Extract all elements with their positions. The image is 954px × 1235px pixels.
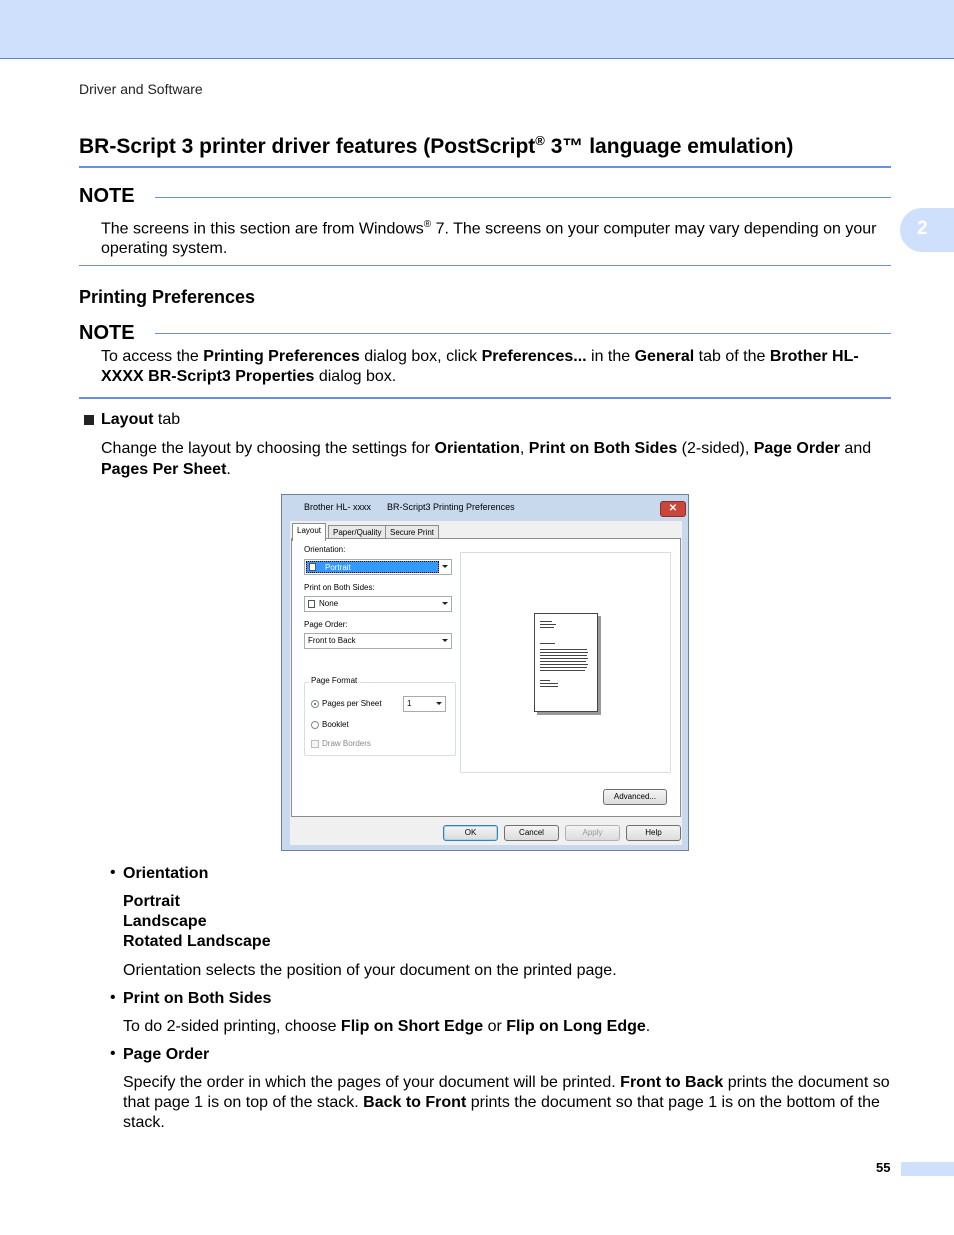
n2-b3: General — [634, 348, 695, 365]
bs-t3: . — [645, 1018, 651, 1035]
n2-t3: in the — [586, 348, 635, 365]
pages-per-sheet-radio[interactable] — [311, 700, 319, 708]
help-button[interactable]: Help — [626, 825, 681, 841]
note-1-bottom-rule — [79, 265, 891, 266]
both-sides-value: None — [319, 599, 339, 608]
layout-panel — [291, 538, 681, 817]
orientation-value: Portrait — [325, 563, 351, 572]
layout-tab-text: tab — [153, 411, 181, 428]
lt-b4: Pages Per Sheet — [101, 461, 227, 478]
bs-b1: Flip on Short Edge — [340, 1018, 484, 1035]
orientation-label: Orientation: — [304, 545, 346, 554]
po-b1: Front to Back — [620, 1074, 724, 1091]
note-1-label: NOTE — [79, 185, 135, 207]
lt-t5: . — [226, 461, 231, 478]
draw-borders-checkbox[interactable] — [311, 740, 319, 748]
page-preview-icon — [534, 613, 598, 712]
lt-b1: Orientation — [434, 440, 520, 457]
dialog-title — [304, 502, 515, 512]
note-1-body — [101, 215, 891, 259]
orientation-heading — [123, 864, 208, 884]
page-order-heading — [123, 1045, 209, 1065]
section-heading: Printing Preferences — [79, 287, 256, 307]
lt-b2: Print on Both Sides — [528, 440, 678, 457]
n2-b1: Printing Preferences — [203, 348, 360, 365]
orientation-title: Orientation — [123, 865, 209, 882]
running-head: Driver and Software — [79, 81, 203, 97]
note-2-body — [101, 347, 891, 387]
lt-t3: (2-sided), — [677, 440, 754, 457]
chevron-down-icon — [442, 602, 448, 605]
advanced-button[interactable]: Advanced... — [603, 789, 667, 805]
orientation-option-1: Portrait — [123, 893, 180, 910]
note-1-rule — [155, 197, 891, 198]
orientation-option-2: Landscape — [123, 913, 207, 930]
bs-b2: Flip on Long Edge — [506, 1018, 646, 1035]
page-icon — [308, 600, 315, 608]
booklet-label: Booklet — [322, 720, 349, 729]
bs-t1: To do 2-sided printing, choose — [123, 1018, 341, 1035]
bs-t2: or — [483, 1018, 507, 1035]
close-button[interactable]: ✕ — [660, 501, 686, 517]
chapter-tab — [900, 208, 954, 252]
chevron-down-icon — [442, 565, 448, 568]
dialog-title-right: BR-Script3 Printing Preferences — [387, 502, 515, 512]
title-rule — [79, 166, 891, 168]
page-order-select[interactable] — [304, 633, 452, 649]
booklet-radio[interactable] — [311, 721, 319, 729]
note-2-label: NOTE — [79, 322, 135, 344]
tab-paper-quality[interactable]: Paper/Quality — [328, 525, 386, 540]
page-number: 55 — [876, 1160, 891, 1175]
both-sides-select[interactable] — [304, 596, 452, 612]
page-order-title: Page Order — [123, 1046, 210, 1063]
page-order-value: Front to Back — [308, 636, 356, 645]
page-order-label: Page Order: — [304, 620, 348, 629]
page-format-group — [304, 676, 456, 756]
orientation-option-3: Rotated Landscape — [123, 933, 271, 950]
layout-tab-desc — [101, 438, 891, 480]
bullet-dot: • — [110, 989, 116, 1006]
note-1-text-a: The screens in this section are from Windows — [101, 220, 424, 238]
orientation-selected — [306, 561, 439, 573]
note-2-rule — [155, 333, 891, 334]
portrait-icon — [309, 563, 316, 571]
printing-preferences-dialog — [281, 494, 689, 851]
apply-button[interactable]: Apply — [565, 825, 620, 841]
both-sides-title: Print on Both Sides — [123, 990, 272, 1007]
title-text-2: 3™ language emulation) — [544, 135, 794, 158]
orientation-desc: Orientation selects the position of your document on the printed page. — [123, 962, 617, 979]
layout-tab-heading — [101, 410, 180, 430]
cancel-button[interactable]: Cancel — [504, 825, 559, 841]
n2-t2: dialog box, click — [359, 348, 482, 365]
lt-b3: Page Order — [753, 440, 840, 457]
po-t1: Specify the order in which the pages of your document will be printed. — [123, 1074, 621, 1091]
both-sides-heading — [123, 989, 271, 1009]
title-reg: ® — [535, 133, 545, 148]
title-text: BR-Script 3 printer driver features (PostScript — [79, 135, 536, 158]
square-bullet-icon — [84, 415, 94, 425]
pages-per-sheet-value: 1 — [407, 699, 412, 708]
chevron-down-icon — [436, 702, 442, 705]
n2-t5: dialog box. — [314, 368, 397, 385]
dialog-body — [290, 521, 682, 845]
chevron-down-icon — [442, 639, 448, 642]
note-1-reg: ® — [423, 219, 432, 230]
pages-per-sheet-label: Pages per Sheet — [322, 699, 382, 708]
n2-t1: To access the — [101, 348, 204, 365]
lt-t1: Change the layout by choosing the settings for — [101, 440, 435, 457]
both-sides-label: Print on Both Sides: — [304, 583, 375, 592]
po-t2: prints the document so that page 1 is on top of the stack. — [123, 1074, 890, 1111]
orientation-select[interactable] — [304, 559, 452, 575]
chapter-number: 2 — [917, 218, 928, 239]
lt-t4: and — [839, 440, 872, 457]
tab-layout[interactable]: Layout — [292, 523, 326, 541]
page-title — [79, 133, 793, 159]
bullet-dot: • — [110, 864, 116, 881]
footer-bar — [901, 1162, 954, 1176]
bullet-dot: • — [110, 1045, 116, 1062]
n2-b4: Brother HL-XXXX BR-Script3 Properties — [101, 348, 859, 385]
note-1-text-b: 7. The screens on your computer may vary depending on your operating system. — [101, 220, 877, 258]
page-format-label: Page Format — [311, 676, 358, 685]
both-sides-desc — [123, 1017, 650, 1037]
layout-preview — [460, 552, 671, 773]
tab-secure-print[interactable]: Secure Print — [385, 525, 439, 540]
n2-b2: Preferences... — [481, 348, 587, 365]
note-2-bottom-rule — [79, 397, 891, 399]
page-order-desc — [123, 1073, 891, 1133]
top-header-band — [0, 0, 954, 59]
n2-t4: tab of the — [694, 348, 770, 365]
po-t3: prints the document so that page 1 is on the bottom of the stack. — [123, 1094, 880, 1131]
layout-tab-bold: Layout — [101, 411, 154, 428]
ok-button[interactable]: OK — [443, 825, 498, 841]
po-b2: Back to Front — [363, 1094, 467, 1111]
lt-t2: , — [519, 440, 529, 457]
dialog-title-left: Brother HL- xxxx — [304, 502, 372, 512]
pages-per-sheet-select[interactable] — [403, 696, 446, 712]
draw-borders-label: Draw Borders — [322, 739, 371, 748]
